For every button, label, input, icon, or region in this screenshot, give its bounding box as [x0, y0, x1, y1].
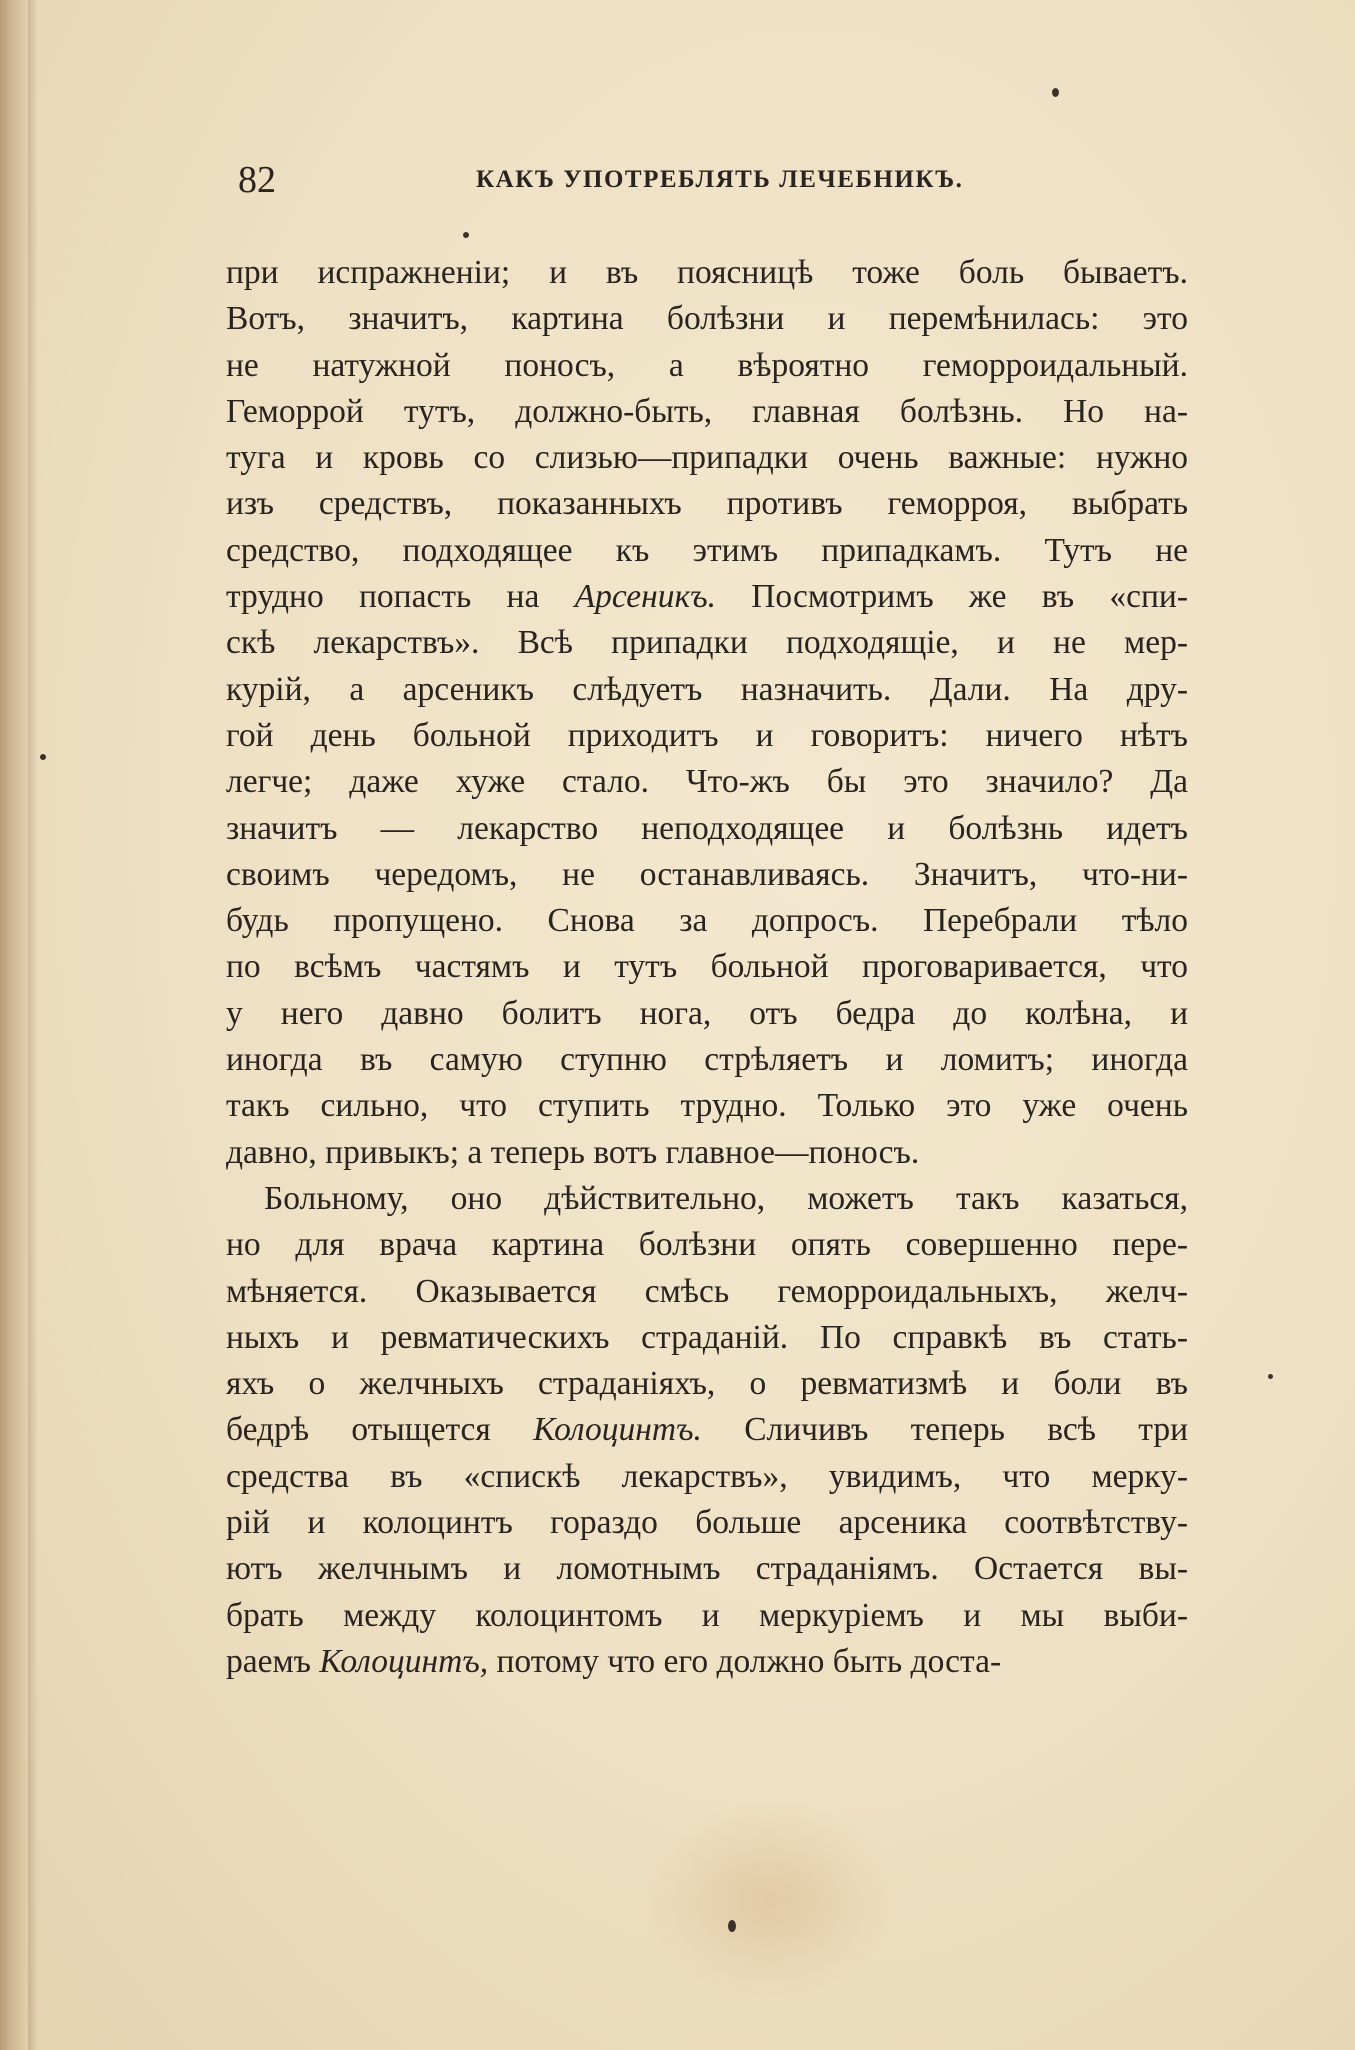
page-binding-edge — [0, 0, 28, 2050]
text-segment: раемъ — [226, 1642, 320, 1680]
text-line — [226, 1407, 1188, 1453]
text-line: ютъ желчнымъ и ломотнымъ страданіямъ. Остается вы- — [226, 1550, 1188, 1588]
text-line: яхъ о желчныхъ страданіяхъ, о ревматизмѣ и боли въ — [226, 1365, 1188, 1403]
text-line: мѣняется. Оказывается смѣсь геморроидальныхъ, желч- — [226, 1272, 1188, 1310]
text-line: Геморрой тутъ, должно-быть, главная болѣзнь. Но на- — [226, 392, 1188, 430]
paper-stain — [640, 1800, 900, 2000]
remedy-name: Колоцинтъ. — [533, 1411, 702, 1449]
text-line: у него давно болитъ нога, отъ бедра до колѣна, и — [226, 994, 1188, 1032]
text-segment: трудно попасть на — [226, 578, 575, 616]
text-line: средства въ «спискѣ лекарствъ», увидимъ, что мерку- — [226, 1457, 1188, 1495]
text-line: такъ сильно, что ступить трудно. Только это уже очень — [226, 1087, 1188, 1125]
ink-speck — [1052, 88, 1059, 97]
text-line: ныхъ и ревматическихъ страданій. По справкѣ въ стать- — [226, 1318, 1188, 1356]
running-title: КАКЪ УПОТРЕБЛЯТЬ ЛЕЧЕБНИКЪ. — [476, 166, 964, 193]
ink-speck — [463, 232, 469, 238]
text-line: гой день больной приходитъ и говоритъ: ничего нѣтъ — [226, 716, 1188, 754]
text-line: иногда въ самую ступню стрѣляетъ и ломитъ; иногда — [226, 1041, 1188, 1079]
remedy-name: Арсеникъ. — [574, 578, 716, 616]
ink-speck — [728, 1920, 736, 1932]
page-number: 82 — [238, 159, 276, 201]
ink-speck — [40, 754, 46, 760]
text-line: легче; даже хуже стало. Что-жъ бы это значило? Да — [226, 763, 1188, 801]
text-line: средство, подходящее къ этимъ припадкамъ. Тутъ не — [226, 531, 1188, 569]
text-line: изъ средствъ, показанныхъ противъ геморроя, выбрать — [226, 485, 1188, 523]
text-line: но для врача картина болѣзни опять совершенно пере- — [226, 1226, 1188, 1264]
text-line: Вотъ, значитъ, картина болѣзни и перемѣнилась: это — [226, 300, 1188, 338]
text-segment: Сличивъ теперь всѣ три — [701, 1411, 1188, 1449]
text-line — [226, 574, 1188, 620]
text-line — [226, 1639, 1188, 1685]
text-line: значитъ — лекарство неподходящее и болѣзнь идетъ — [226, 809, 1188, 847]
remedy-name: Колоцинтъ, — [319, 1642, 489, 1680]
page-header — [238, 150, 1198, 210]
text-line: Больному, оно дѣйствительно, можетъ такъ казаться, — [264, 1179, 1188, 1217]
text-line: рій и колоцинтъ гораздо больше арсеника соотвѣтству- — [226, 1504, 1188, 1542]
text-line: брать между колоцинтомъ и меркуріемъ и мы выби- — [226, 1596, 1188, 1634]
body-text — [226, 250, 1188, 1685]
text-line: по всѣмъ частямъ и тутъ больной проговаривается, что — [226, 948, 1188, 986]
text-line: своимъ чередомъ, не останавливаясь. Значитъ, что-ни- — [226, 855, 1188, 893]
text-line: при испражненіи; и въ поясницѣ тоже боль бываетъ. — [226, 254, 1188, 291]
text-line: давно, привыкъ; а теперь вотъ главное—поносъ. — [226, 1133, 920, 1171]
text-line: курій, а арсеникъ слѣдуетъ назначить. Дали. На дру- — [226, 670, 1188, 708]
text-line: туга и кровь со слизью—припадки очень важные: нужно — [226, 439, 1188, 477]
text-segment: потому что его должно быть доста- — [488, 1642, 1002, 1680]
ink-speck — [1268, 1374, 1273, 1379]
text-line: не натужной поносъ, а вѣроятно геморроидальный. — [226, 346, 1188, 384]
text-line: будь пропущено. Снова за допросъ. Перебрали тѣло — [226, 902, 1188, 940]
text-segment: бедрѣ отыщется — [226, 1411, 534, 1449]
text-segment: Посмотримъ же въ «спи- — [715, 578, 1188, 616]
text-line: скѣ лекарствъ». Всѣ припадки подходящіе, и не мер- — [226, 624, 1188, 662]
